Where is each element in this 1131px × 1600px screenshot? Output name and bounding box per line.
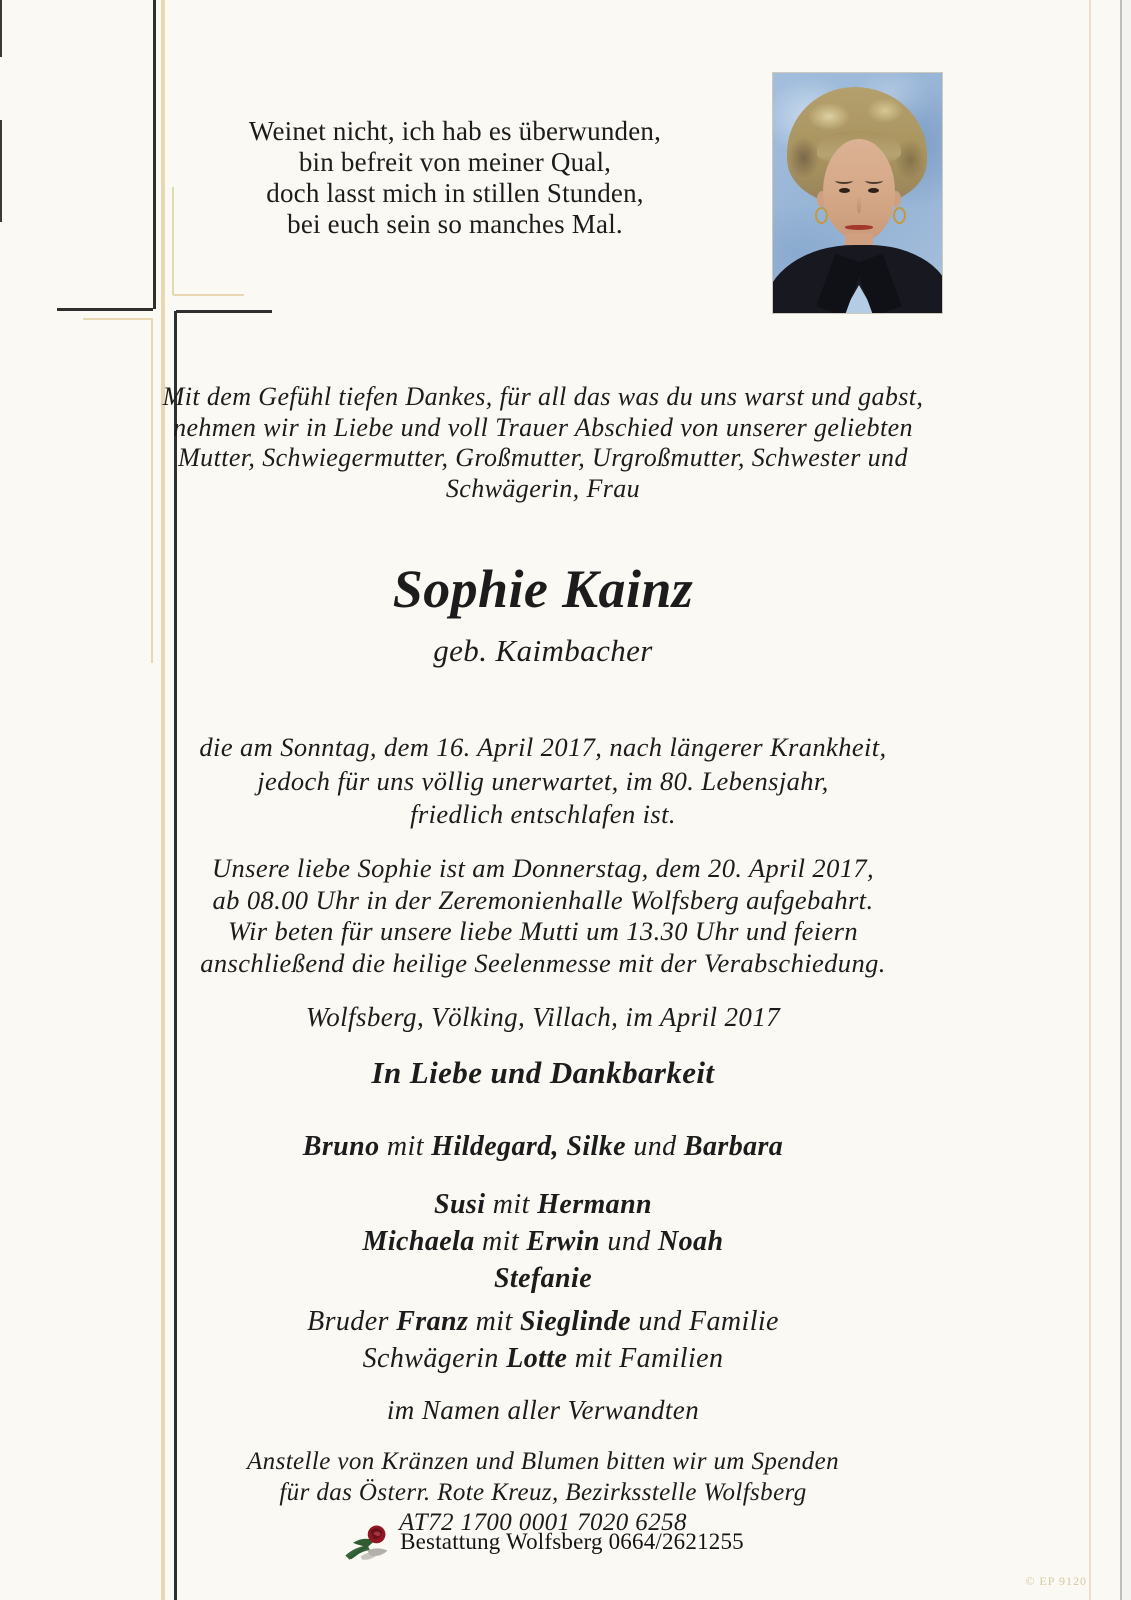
funeral-info-line: Unsere liebe Sophie ist am Donnerstag, dem 20. April 2017,	[211, 853, 875, 883]
mourners-line: Michaela mit Erwin und Noah	[362, 1226, 724, 1257]
portrait-eye-left	[839, 188, 850, 193]
portrait-lips	[845, 225, 873, 230]
mourners-line-bruno	[0, 1128, 1086, 1165]
print-code: © EP 9120	[1025, 1574, 1087, 1588]
death-notice-paragraph	[0, 731, 1086, 832]
portrait-brow-left	[835, 177, 853, 184]
mourners-line: Stefanie	[493, 1263, 593, 1294]
intro-paragraph	[0, 382, 1086, 504]
ornament-black-horizontal-left	[57, 308, 153, 311]
scan-right-strip	[1122, 0, 1131, 1600]
mourners-group-children	[0, 1186, 1086, 1297]
death-notice-line: jedoch für uns völlig unerwartet, im 80. Lebensjahr,	[257, 765, 829, 796]
ornament-beige-corner-horizontal	[173, 294, 244, 296]
ornament-beige-horizontal-left	[83, 318, 152, 320]
mourners-line: Bruder Franz mit Sieglinde und Familie	[307, 1306, 779, 1337]
mourners-line: Schwägerin Lotte mit Familien	[362, 1343, 724, 1374]
portrait-eye-right	[868, 188, 879, 193]
in-name-block	[0, 1395, 1086, 1426]
funeral-info-line: ab 08.00 Uhr in der Zeremonienhalle Wolfsberg aufgebahrt.	[212, 884, 874, 915]
poem-line: bei euch sein so manches Mal.	[287, 209, 623, 239]
portrait-brow-right	[865, 177, 883, 184]
closing-block	[0, 1056, 1086, 1090]
death-notice-line: friedlich entschlafen ist.	[410, 799, 676, 829]
place-date-block	[0, 1002, 1086, 1033]
portrait-earring-right	[893, 207, 906, 224]
rose-icon	[342, 1522, 396, 1562]
deceased-name: Sophie Kainz	[392, 559, 694, 619]
mourners-line: Susi mit Hermann	[433, 1189, 653, 1220]
ornament-black-horizontal-right	[176, 310, 272, 313]
funeral-info-paragraph	[0, 853, 1086, 979]
portrait-photo	[772, 72, 943, 314]
mourners-group-siblings	[0, 1303, 1086, 1377]
place-date-line: Wolfsberg, Völking, Villach, im April 2017	[305, 1002, 781, 1032]
poem-line: Weinet nicht, ich hab es überwunden,	[248, 116, 662, 146]
poem-line: bin befreit von meiner Qual,	[298, 147, 612, 177]
deceased-maiden-name-block	[0, 634, 1086, 668]
intro-line: nehmen wir in Liebe und voll Trauer Abschied von unserer geliebten	[173, 412, 913, 442]
poem-line: doch lasst mich in stillen Stunden,	[266, 178, 644, 208]
donation-line: für das Österr. Rote Kreuz, Bezirksstelle Wolfsberg	[279, 1478, 807, 1506]
scan-right-gray-line	[1120, 0, 1122, 1600]
portrait-earring-left	[815, 207, 828, 224]
deceased-name-block	[0, 560, 1086, 618]
funeral-info-line: anschließend die heilige Seelenmesse mit der Verabschiedung.	[200, 947, 886, 978]
deceased-maiden-name: geb. Kaimbacher	[433, 633, 653, 668]
closing-line: In Liebe und Dankbarkeit	[371, 1055, 715, 1090]
undertaker-label: Bestattung Wolfsberg 0664/2621255	[400, 1529, 744, 1554]
donation-line: Anstelle von Kränzen und Blumen bitten wir um Spenden	[247, 1448, 839, 1475]
mourners-line: Bruno mit Hildegard, Silke und Barbara	[302, 1131, 784, 1162]
intro-line: Mit dem Gefühl tiefen Dankes, für all das was du uns warst und gabst,	[162, 382, 924, 411]
intro-line: Schwägerin, Frau	[445, 473, 641, 503]
undertaker-row	[0, 1522, 1086, 1562]
portrait-nose	[857, 195, 861, 213]
death-notice-line: die am Sonntag, dem 16. April 2017, nach längerer Krankheit,	[199, 732, 887, 762]
intro-line: Mutter, Schwiegermutter, Großmutter, Urgroßmutter, Schwester und	[178, 443, 908, 472]
funeral-info-line: Wir beten für unsere liebe Mutti um 13.30 Uhr und feiern	[227, 916, 859, 946]
scan-right-pink-line	[1089, 0, 1091, 1600]
scan-edge-mark-top	[0, 0, 2, 57]
donation-iban-line: AT72 1700 0001 7020 6258	[399, 1509, 687, 1536]
in-name-line: im Namen aller Verwandten	[386, 1395, 700, 1425]
